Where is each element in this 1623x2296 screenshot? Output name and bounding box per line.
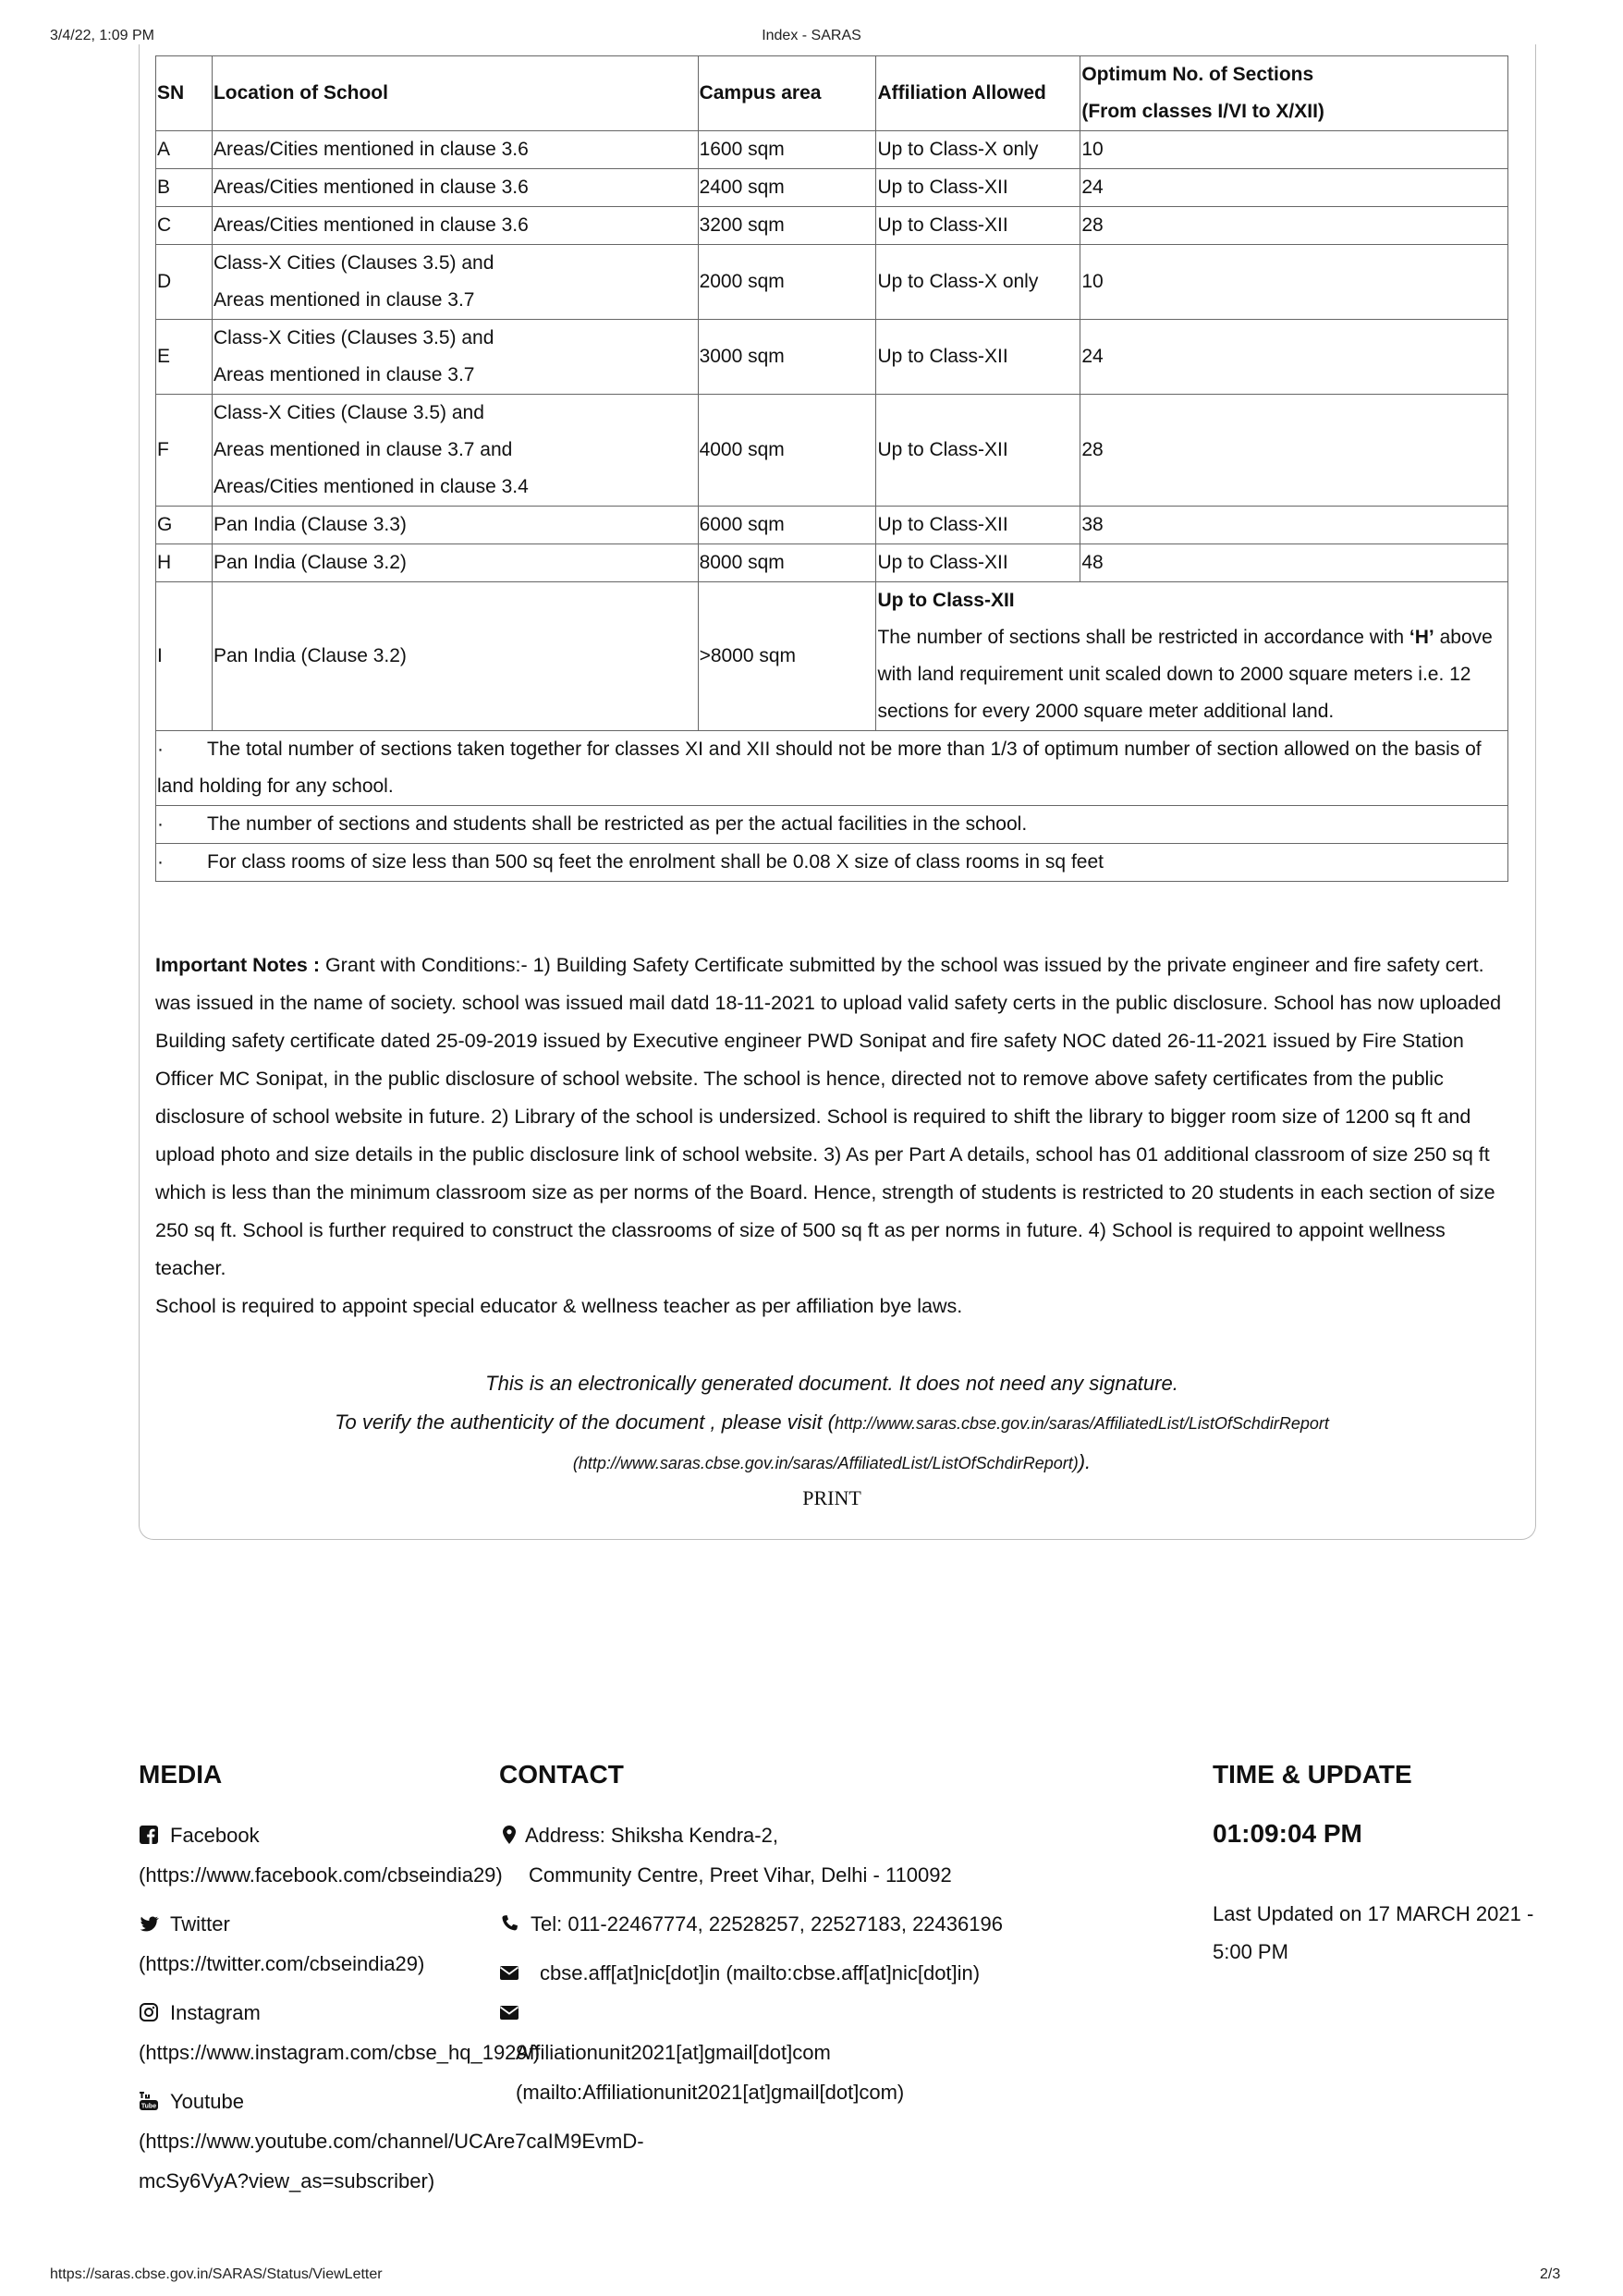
footer-time (1213, 1756, 1545, 1971)
envelope-icon (499, 2002, 519, 2022)
cell-affiliation: Up to Class-X only (876, 245, 1080, 320)
cell-sn: D (156, 245, 213, 320)
cell-location-line: Class-X Cities (Clauses 3.5) and (213, 327, 494, 348)
cell-location-line: Class-X Cities (Clause 3.5) and (213, 402, 484, 423)
disclaimer-verify: To verify the authenticity of the document , please visit (http://www.saras.cbse.gov.in/saras/AffiliatedList/ListOfSchdirReport (335, 1411, 1329, 1434)
time-title: TIME & UPDATE (1213, 1760, 1412, 1789)
table-row (156, 169, 1508, 207)
cell-affiliation: Up to Class-XII (876, 320, 1080, 395)
cell-sections: 24 (1080, 320, 1508, 395)
cell-campus: 6000 sqm (698, 507, 876, 544)
cell-campus: 3200 sqm (698, 207, 876, 245)
cell-location (212, 131, 698, 169)
cell-affiliation: Up to Class-XII (876, 169, 1080, 207)
cell-sections: 28 (1080, 207, 1508, 245)
cell-affiliation: Up to Class-XII (876, 395, 1080, 507)
table-note-row (156, 844, 1508, 882)
important-notes-text: Grant with Conditions:- 1) Building Safety Certificate submitted by the school was issued by the private engineer and fire safety cert. was issued in the name of society. school was issued mail datd 18-11-2021 to upload valid safety certs in the public disclosure. School has now uploaded Building safety certificate dated 25-09-2019 issued by Executive engineer PWD Sonipat and fire safety NOC dated 26-11-2021 issued by Fire Station Officer MC Sonipat, in the public disclosure of school website. The school is hence, directed not to remove above safety certificates from the public disclosure of school website in future. 2) Library of the school is undersized. School is required to shift the library to bigger room size of 1200 sq ft and upload photo and size details in the public disclosure link of school website. 3) As per Part A details, school has 01 additional classroom of size 250 sq ft which is less than the minimum classroom size as per norms of the Board. Hence, strength of students is restricted to 20 students in each section of size 250 sq ft. School is further required to construct the classrooms of size of 500 sq ft as per norms in future. 4) School is required to appoint wellness teacher. (155, 954, 1502, 1279)
table-row (156, 395, 1508, 507)
cell-sections: 10 (1080, 245, 1508, 320)
cell-campus: 4000 sqm (698, 395, 876, 507)
table-note-row (156, 731, 1508, 806)
cell-sn: H (156, 544, 213, 582)
cell-affiliation: Up to Class-XII (876, 207, 1080, 245)
header-optimum-line2: (From classes I/VI to X/XII) (1081, 101, 1324, 122)
youtube-icon (139, 2091, 159, 2111)
header-campus: Campus area (698, 56, 876, 131)
cell-location-line: Areas/Cities mentioned in clause 3.6 (213, 177, 529, 198)
cell-location: Pan India (Clause 3.2) (212, 582, 698, 731)
cell-affiliation-sections (876, 582, 1508, 731)
map-pin-icon (499, 1825, 514, 1845)
contact-email-2[interactable]: Affiliationunit2021[at]gmail[dot]com (mailto:Affiliationunit2021[at]gmail[dot]com) (499, 1993, 1072, 2112)
disclaimer-verify-2: (http://www.saras.cbse.gov.in/saras/AffiliatedList/ListOfSchdirReport)). (572, 1450, 1092, 1473)
svg-text:Tube: Tube (140, 2103, 157, 2110)
instagram-link[interactable]: Instagram (https://www.instagram.com/cbse_hq_1929/) (139, 2001, 541, 2064)
cell-campus: 2400 sqm (698, 169, 876, 207)
contact-address: Address: Shiksha Kendra-2, Community Centre, Preet Vihar, Delhi - 110092 (499, 1815, 1072, 1895)
table-note: · The number of sections and students shall be restricted as per the actual facilities in the school. (156, 806, 1508, 844)
cell-sections: 48 (1080, 544, 1508, 582)
bullet: · (157, 851, 164, 873)
cell-location (212, 507, 698, 544)
youtube-link[interactable]: Tube Youtube (https://www.youtube.com/channel/UCAre7caIM9EvmD- mcSy6VyA?view_as=subscriber) (139, 2090, 644, 2192)
important-notes (155, 946, 1518, 1325)
important-notes-line2: School is required to appoint special educator & wellness teacher as per affiliation bye laws. (155, 1295, 963, 1317)
table-row (156, 245, 1508, 320)
important-notes-label: Important Notes : (155, 954, 320, 976)
cell-campus: >8000 sqm (698, 582, 876, 731)
cell-sections: 10 (1080, 131, 1508, 169)
cell-sn: E (156, 320, 213, 395)
cell-campus: 2000 sqm (698, 245, 876, 320)
cell-sn: C (156, 207, 213, 245)
header-affiliation: Affiliation Allowed (876, 56, 1080, 131)
verify-link[interactable]: http://www.saras.cbse.gov.in/saras/AffiliatedList/ListOfSchdirReport (835, 1414, 1329, 1433)
clock: 01:09:04 PM (1213, 1819, 1362, 1848)
cell-sections-note: The number of sections shall be restricted in accordance with ‘H’ above with land requirement unit scaled down to 2000 square meters i.e. 12 sections for every 2000 square meter additional land. (877, 627, 1493, 722)
table-row (156, 131, 1508, 169)
cell-location-line: Pan India (Clause 3.3) (213, 514, 407, 535)
cell-location (212, 320, 698, 395)
cell-sn: G (156, 507, 213, 544)
cell-location (212, 395, 698, 507)
instagram-icon (139, 2002, 159, 2022)
contact-phone: Tel: 011-22467774, 22528257, 22527183, 22436196 (499, 1904, 1072, 1944)
cell-sections: 38 (1080, 507, 1508, 544)
table-row (156, 207, 1508, 245)
table-note: · The total number of sections taken together for classes XI and XII should not be more than 1/3 of optimum number of section allowed on the basis of land holding for any school. (156, 731, 1508, 806)
cell-affiliation: Up to Class-X only (876, 131, 1080, 169)
table-note-row (156, 806, 1508, 844)
cell-location-line: Pan India (Clause 3.2) (213, 552, 407, 573)
table-row (156, 544, 1508, 582)
twitter-icon (139, 1913, 159, 1934)
footer-contact (499, 1756, 1072, 2112)
cell-affiliation: Up to Class-XII (876, 507, 1080, 544)
contact-title: CONTACT (499, 1760, 624, 1789)
header-location: Location of School (212, 56, 698, 131)
cell-location (212, 207, 698, 245)
disclaimer (155, 1364, 1508, 1483)
disclaimer-line1: This is an electronically generated document. It does not need any signature. (485, 1372, 1178, 1395)
table-row (156, 507, 1508, 544)
table-note: · For class rooms of size less than 500 sq feet the enrolment shall be 0.08 X size of class rooms in sq feet (156, 844, 1508, 882)
phone-icon (499, 1913, 519, 1934)
cell-location-line: Areas/Cities mentioned in clause 3.6 (213, 139, 529, 160)
last-updated: Last Updated on 17 MARCH 2021 - 5:00 PM (1213, 1902, 1534, 1963)
facebook-icon (139, 1825, 159, 1845)
bullet: · (157, 739, 164, 760)
cell-location-line: Areas mentioned in clause 3.7 (213, 364, 475, 385)
cell-location-line: Areas/Cities mentioned in clause 3.6 (213, 214, 529, 236)
table-row (156, 320, 1508, 395)
cell-location (212, 544, 698, 582)
header-optimum-line1: Optimum No. of Sections (1081, 64, 1314, 85)
facebook-link[interactable]: Facebook (https://www.facebook.com/cbseindia29) (139, 1824, 503, 1887)
cell-campus: 1600 sqm (698, 131, 876, 169)
print-title: Index - SARAS (762, 28, 861, 43)
contact-email-1[interactable]: cbse.aff[at]nic[dot]in (mailto:cbse.aff[at]nic[dot]in) (499, 1953, 1072, 1993)
cell-sections: 24 (1080, 169, 1508, 207)
cell-sn: I (156, 582, 213, 731)
cell-affiliation: Up to Class-XII (876, 544, 1080, 582)
cell-location-line: Areas mentioned in clause 3.7 and (213, 439, 513, 460)
print-url: https://saras.cbse.gov.in/SARAS/Status/ViewLetter (50, 2266, 383, 2282)
media-title: MEDIA (139, 1760, 223, 1789)
header-optimum (1080, 56, 1508, 131)
cell-campus: 8000 sqm (698, 544, 876, 582)
cell-affiliation: Up to Class-XII (877, 590, 1015, 611)
twitter-link[interactable]: Twitter (https://twitter.com/cbseindia29) (139, 1912, 425, 1975)
verify-link-url[interactable]: (http://www.saras.cbse.gov.in/saras/AffiliatedList/ListOfSchdirReport) (572, 1454, 1079, 1472)
cell-sn: A (156, 131, 213, 169)
envelope-icon (499, 1962, 519, 1983)
cell-location (212, 245, 698, 320)
table-row (156, 582, 1508, 731)
sections-table (155, 55, 1508, 882)
table-header-row (156, 56, 1508, 131)
cell-sn: F (156, 395, 213, 507)
print-page-number: 2/3 (1540, 2266, 1561, 2282)
bullet: · (157, 813, 164, 835)
cell-location-line: Class-X Cities (Clauses 3.5) and (213, 252, 494, 274)
cell-location (212, 169, 698, 207)
cell-location-line: Areas mentioned in clause 3.7 (213, 289, 475, 311)
cell-location-line: Areas/Cities mentioned in clause 3.4 (213, 476, 529, 497)
print-button[interactable]: PRINT (802, 1486, 861, 1509)
cell-sections: 28 (1080, 395, 1508, 507)
cell-campus: 3000 sqm (698, 320, 876, 395)
header-sn: SN (156, 56, 213, 131)
print-datetime: 3/4/22, 1:09 PM (50, 28, 154, 43)
cell-sn: B (156, 169, 213, 207)
